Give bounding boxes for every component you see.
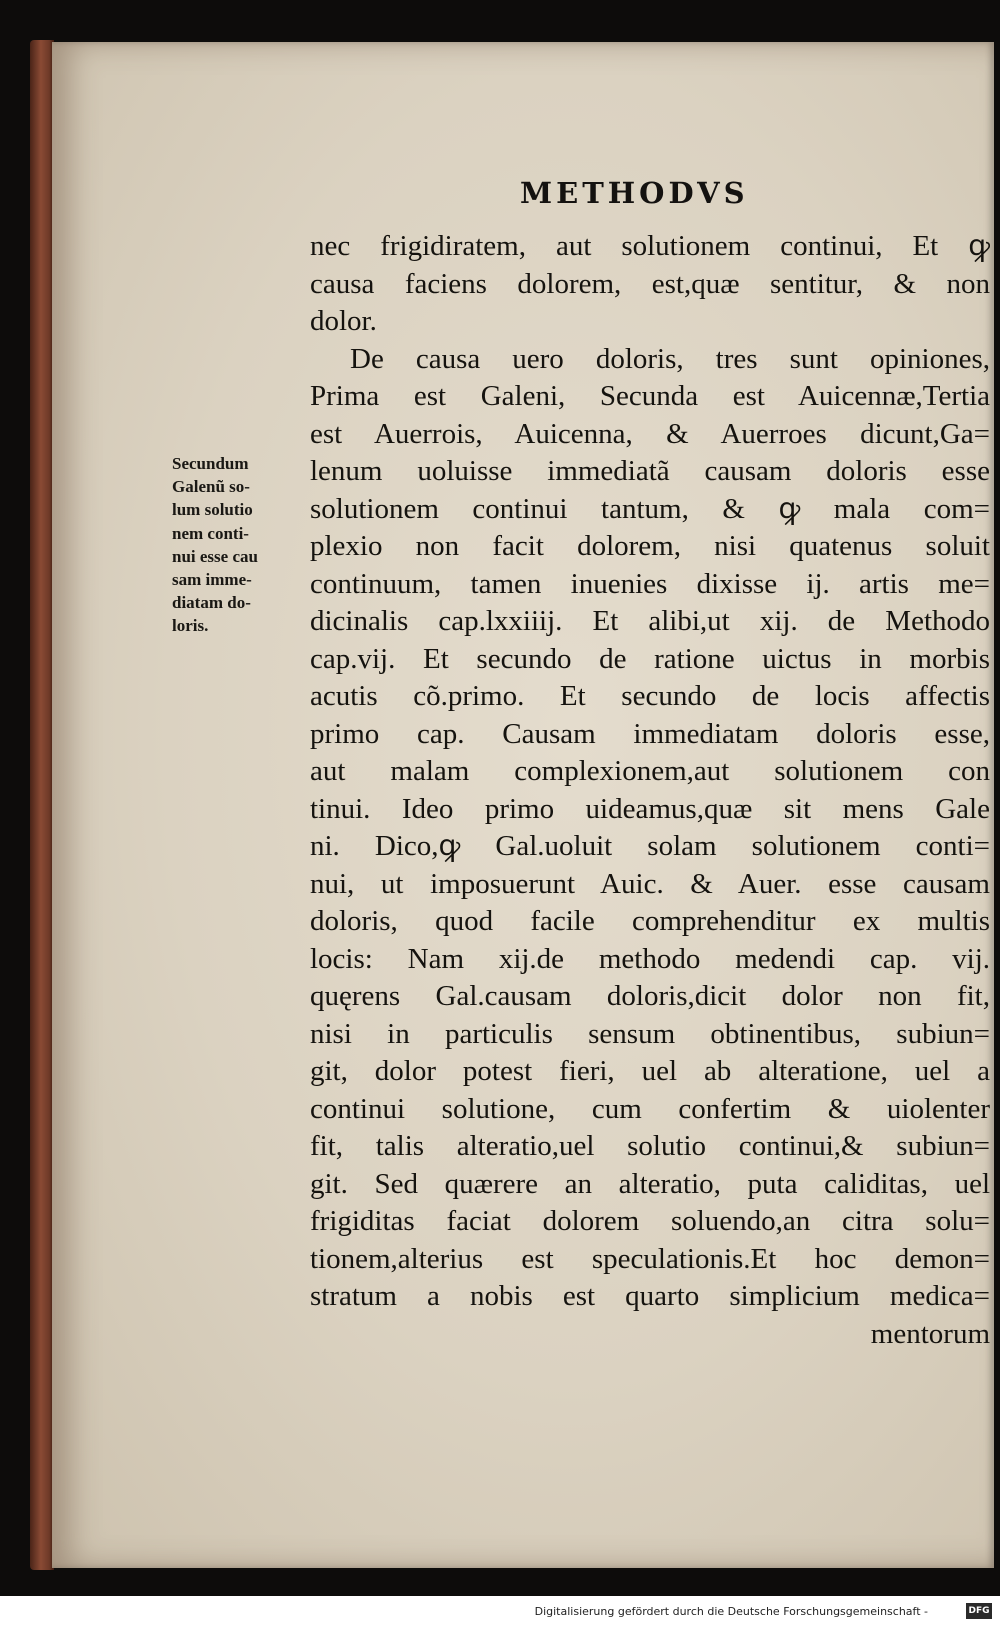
marginal-note-line: Secundum [172,454,249,473]
text-line: tinui. Ideo primo uideamus,quæ sit mens Gale [310,792,990,825]
marginal-note-line: loris. [172,616,209,636]
marginal-note-line: lum solutio [172,500,253,520]
catchword: mentorum [870,1317,990,1350]
marginal-note-line: nem conti- [172,523,249,543]
text-line: ni. Dico,ꝙ Gal.uoluit solam solutionem conti= [310,830,990,862]
text-line: causa faciens dolorem, est,quæ sentitur, & non [310,267,990,300]
text-line: cap.vij. Et secundo de ratione uictus in morbis [310,642,990,675]
dfg-logo-icon: DFG [966,1603,992,1619]
digitization-credit: Digitalisierung gefördert durch die Deutsche Forschungsgemeinschaft - [534,1605,928,1618]
marginal-note-line: diatam do- [172,593,251,613]
text-line: nui, ut imposuerunt Auic. & Auer. esse causam [310,867,990,900]
text-line: aut malam complexionem,aut solutionem con [310,755,990,787]
footer-bar [0,1596,1000,1630]
text-line: dicinalis cap.lxxiiij. Et alibi,ut xij. de Methodo [310,605,990,637]
text-line: De causa uero doloris, tres sunt opiniones, [350,342,990,375]
body-text [310,228,990,1353]
text-line: fit, talis alteratio,uel solutio continui,& subiun= [310,1130,990,1162]
marginal-note [172,452,302,638]
running-header: METHODVS [520,176,749,210]
text-line: primo cap. Causam immediatam doloris esse, [310,717,990,750]
text-line: nisi in particulis sensum obtinentibus, subiun= [310,1017,990,1050]
book-binding-edge [30,40,54,1570]
text-line: doloris, quod facile comprehenditur ex multis [310,905,990,937]
marginal-note-line: nui esse cau [172,546,258,566]
marginal-note-line: sam imme- [172,569,252,589]
text-line: tionem,alterius est speculationis.Et hoc demon= [310,1242,990,1275]
text-line: locis: Nam xij.de methodo medendi cap. vij. [310,942,990,975]
text-line: acutis cõ.primo. Et secundo de locis affectis [310,680,990,712]
text-line: quęrens Gal.causam doloris,dicit dolor non fit, [310,980,990,1012]
text-line: stratum a nobis est quarto simplicium medica= [310,1280,990,1312]
text-line: lenum uoluisse immediatã causam doloris esse [310,455,990,487]
text-line: solutionem continui tantum, & ꝙ mala com= [310,492,990,525]
text-line: git, dolor potest fieri, uel ab alteratione, uel a [310,1055,990,1087]
text-line: frigiditas faciat dolorem soluendo,an citra solu= [310,1205,990,1237]
text-line: continui solutione, cum confertim & uiolenter [310,1092,990,1125]
text-line: continuum, tamen inuenies dixisse ij. artis me= [310,567,990,600]
text-line: est Auerrois, Auicenna, & Auerroes dicunt,Ga= [310,417,990,450]
text-line: Prima est Galeni, Secunda est Auicennæ,Tertia [310,380,990,412]
text-line: dolor. [310,305,377,337]
marginal-note-line: Galenũ so- [172,477,250,497]
text-line: plexio non facit dolorem, nisi quatenus soluit [310,530,990,562]
text-line: git. Sed quærere an alteratio, puta caliditas, uel [310,1167,990,1200]
text-line: nec frigidiratem, aut solutionem continui, Et ꝙ [310,230,990,262]
